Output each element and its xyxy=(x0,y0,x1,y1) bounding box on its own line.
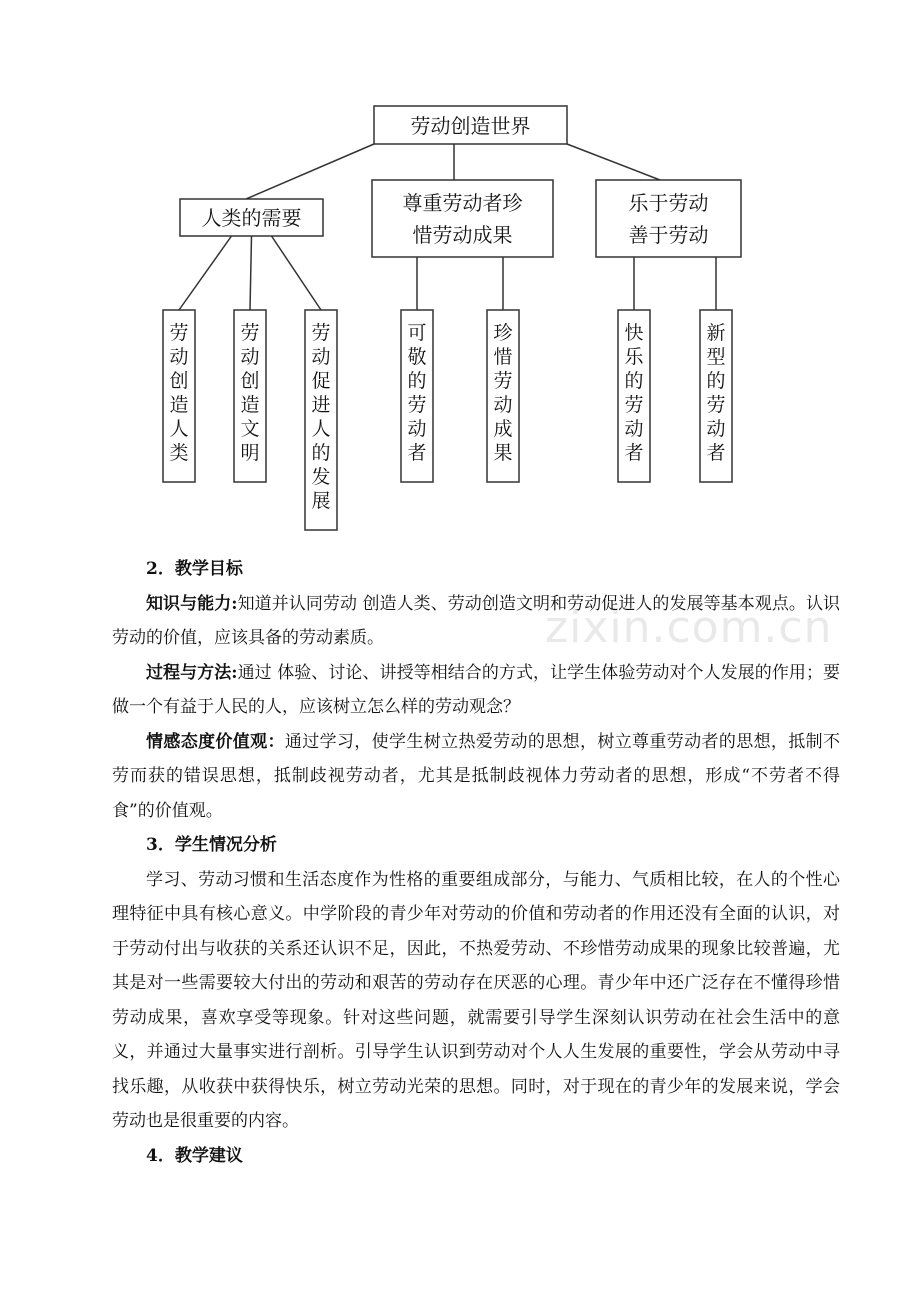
connector-line xyxy=(179,236,232,310)
branch-label: 惜劳动成果 xyxy=(412,223,513,247)
leaf-label-char: 的 xyxy=(311,442,331,464)
leaf-label-char: 的 xyxy=(624,370,644,392)
leaf-label-char: 快 xyxy=(624,322,644,344)
leaf-label-char: 果 xyxy=(493,442,513,464)
leaf-label-char: 敬 xyxy=(407,346,427,368)
paragraph-lead: 过程与方法: xyxy=(146,662,238,683)
leaf-label-char: 惜 xyxy=(493,346,513,368)
paragraph-lead: 情感态度价值观： xyxy=(146,731,285,752)
leaf-label-char: 动 xyxy=(240,346,260,368)
leaf-label-char: 动 xyxy=(169,346,189,368)
leaf-label-char: 乐 xyxy=(624,346,644,368)
branch-label: 乐于劳动 xyxy=(628,191,709,215)
leaf-label-char: 促 xyxy=(311,370,331,392)
leaf-label-char: 动 xyxy=(493,394,513,416)
branch-label: 尊重劳动者珍 xyxy=(402,191,523,215)
leaf-label-char: 劳 xyxy=(624,394,644,416)
leaf-label-char: 者 xyxy=(706,442,726,464)
leaf-label-char: 成 xyxy=(493,418,513,440)
branch-label: 善于劳动 xyxy=(628,223,709,247)
concept-tree-diagram xyxy=(0,0,920,545)
leaf-label-char: 的 xyxy=(407,370,427,392)
leaf-label-char: 创 xyxy=(169,370,189,392)
paragraph-text: 通过学习，使学生树立热爱劳动的思想，树立尊重劳动者的思想，抵制不劳而获的错误思想，抵制歧视劳动者，尤其是抵制歧视体力劳动者的思想，形成“不劳者不得食”的价值观。 xyxy=(112,731,841,821)
leaf-label-char: 展 xyxy=(311,490,331,512)
leaf-label-char: 劳 xyxy=(706,394,726,416)
leaf-label-char: 动 xyxy=(624,418,644,440)
tree-nodes xyxy=(163,106,741,530)
connector-line xyxy=(246,144,374,199)
leaf-label-char: 类 xyxy=(169,442,189,464)
branch-label: 人类的需要 xyxy=(201,206,302,230)
leaf-label-char: 可 xyxy=(407,322,427,344)
paragraph-process-method xyxy=(112,656,840,725)
root-label: 劳动创造世界 xyxy=(410,114,531,138)
leaf-label-char: 者 xyxy=(407,442,427,464)
section-title-teaching-suggestions: 4．教学建议 xyxy=(146,1145,243,1166)
section-title-student-analysis: 3．学生情况分析 xyxy=(146,835,277,855)
paragraph-emotion-values xyxy=(112,725,840,829)
leaf-label-char: 劳 xyxy=(311,322,331,344)
leaf-label-char: 造 xyxy=(169,394,189,416)
document-body xyxy=(112,552,840,1173)
leaf-label-char: 的 xyxy=(706,370,726,392)
leaf-label-char: 劳 xyxy=(407,394,427,416)
paragraph-text: 知道并认同劳动 创造人类、劳动创造文明和劳动促进人的发展等基本观点。认识劳动的价值，应该具备的劳动素质。 xyxy=(112,593,840,648)
leaf-label-char: 劳 xyxy=(493,370,513,392)
leaf-label-char: 人 xyxy=(169,418,189,440)
paragraph-lead: 知识与能力: xyxy=(146,593,238,614)
paragraph-text: 通过 体验、讨论、讲授等相结合的方式，让学生体验劳动对个人发展的作用；要做一个有益于人民的人，应该树立怎么样的劳动观念？ xyxy=(112,662,840,717)
leaf-label-char: 造 xyxy=(240,394,260,416)
connector-line xyxy=(250,236,252,310)
leaf-label-char: 人 xyxy=(311,418,331,440)
leaf-label-char: 文 xyxy=(240,418,260,440)
leaf-label-char: 珍 xyxy=(493,322,513,344)
leaf-label-char: 创 xyxy=(240,370,260,392)
leaf-label-char: 发 xyxy=(311,466,331,488)
leaf-label-char: 动 xyxy=(407,418,427,440)
leaf-label-char: 进 xyxy=(311,394,331,416)
section-title-teaching-goals: 2．教学目标 xyxy=(146,559,243,579)
leaf-label-char: 新 xyxy=(706,322,726,344)
paragraph-knowledge-ability xyxy=(112,587,840,656)
watermark: zixin.com.cn xyxy=(545,602,833,653)
leaf-label-char: 型 xyxy=(706,346,726,368)
connector-line xyxy=(272,236,322,310)
connector-line xyxy=(567,144,660,180)
leaf-label-char: 动 xyxy=(311,346,331,368)
leaf-label-char: 劳 xyxy=(169,322,189,344)
paragraph-student-analysis: 学习、劳动习惯和生活态度作为性格的重要组成部分，与能力、气质相比较，在人的个性心理特征中具有核心意义。中学阶段的青少年对劳动的价值和劳动者的作用还没有全面的认识，对于劳动付出与收获的关系还认识不足，因此，不热爱劳动、不珍惜劳动成果的现象比较普遍，尤其是对一些需要较大付出的劳动和艰苦的劳动存在厌恶的心理。青少年中还广泛存在不懂得珍惜劳动成果，喜欢享受等现象。针对这些问题，就需要引导学生深刻认识劳动在社会生活中的意义，并通过大量事实进行剖析。引导学生认识到劳动对个人人生发展的重要性，学会从劳动中寻找乐趣，从收获中获得快乐，树立劳动光荣的思想。同时，对于现在的青少年的发展来说，学会劳动也是很重要的内容。 xyxy=(112,869,840,1131)
leaf-label-char: 劳 xyxy=(240,322,260,344)
leaf-label-char: 者 xyxy=(624,442,644,464)
leaf-label-char: 明 xyxy=(240,442,260,464)
leaf-label-char: 动 xyxy=(706,418,726,440)
